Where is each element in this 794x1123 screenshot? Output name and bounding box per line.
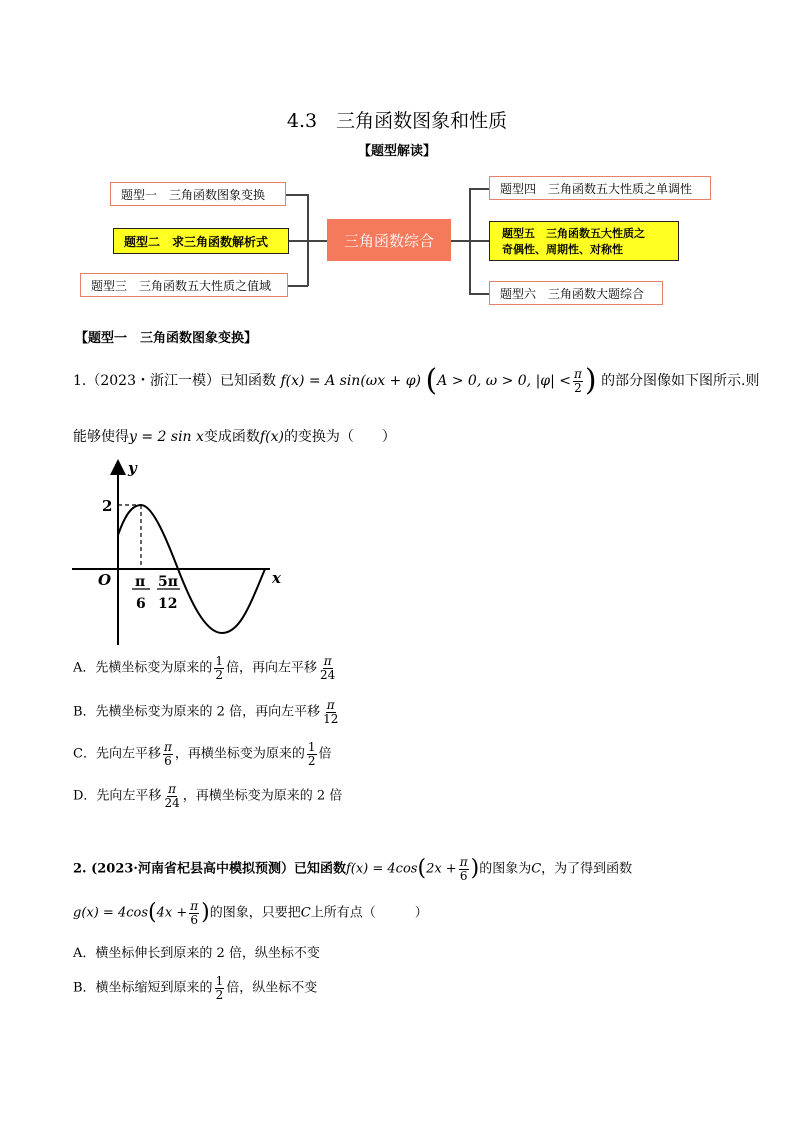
q2-C: C — [531, 861, 542, 877]
q1-paren-close: ) — [584, 363, 597, 398]
connector — [469, 293, 489, 295]
option-c-end: 倍 — [318, 746, 332, 762]
q1-line2a: 能够使得 — [73, 429, 129, 445]
y-axis-label: y — [128, 459, 137, 477]
mindmap-left-item-1: 题型一 三角函数图象变换 — [110, 182, 286, 206]
q2-paren-close: ) — [470, 856, 480, 882]
page-title: 4.3 三角函数图象和性质 — [286, 110, 508, 132]
q1-function: f(x) = A sin(ωx + φ) — [280, 373, 421, 389]
q2-option-b — [73, 975, 317, 1001]
connector — [286, 194, 308, 196]
q2-frac1 — [459, 856, 469, 882]
q2-prefix: 2. (2023·河南省杞县高中模拟预测）已知函数 — [73, 861, 346, 877]
option-d-end: ，再横坐标变为原来的 2 倍 — [182, 788, 343, 804]
q1-line2e: 的变换为（ ） — [283, 429, 396, 445]
option-c-mid: ，再横坐标变为原来的 — [174, 746, 305, 762]
option-a-frac2 — [319, 655, 336, 681]
q1-suffix: 的部分图像如下图所示.则 — [601, 373, 760, 389]
q1-option-a — [73, 655, 338, 681]
frac-den: 6 — [164, 753, 172, 768]
q1-option-c — [73, 741, 332, 767]
connector — [469, 188, 489, 190]
tick2-num: 5π — [158, 574, 178, 590]
q2-g: g(x) = 4cos — [73, 905, 149, 921]
tick1-num: π — [135, 574, 146, 590]
option-b-frac — [322, 699, 339, 725]
q1-graph — [70, 455, 295, 650]
q2-option-b-frac — [215, 975, 225, 1001]
frac-num: 1 — [307, 740, 316, 754]
option-c-frac1 — [163, 741, 173, 767]
question-2-line2 — [73, 900, 428, 926]
q2-option-a: A．横坐标伸长到原来的 2 倍，纵坐标不变 — [73, 946, 320, 961]
connector — [307, 194, 309, 286]
frac-den: 24 — [320, 667, 336, 682]
connector — [469, 240, 489, 242]
q1-option-b — [73, 699, 341, 725]
x-axis-label: x — [272, 569, 281, 587]
connector — [288, 285, 308, 287]
option-a-text: A．先横坐标变为原来的 — [73, 660, 213, 676]
mindmap-center: 三角函数综合 — [327, 219, 451, 261]
q2-arg2: 4x + — [156, 905, 188, 921]
tick2-den: 12 — [158, 596, 178, 612]
frac-den: 2 — [215, 667, 224, 682]
q2-paren2-close: ) — [201, 900, 210, 926]
option-b-text: B．先横坐标变为原来的 2 倍，再向左平移 — [73, 704, 321, 720]
option-d-text: D．先向左平移 — [73, 788, 162, 804]
mindmap-right-item-5-line1: 题型五 三角函数五大性质之 — [502, 227, 645, 240]
frac-den: 24 — [164, 795, 180, 810]
option-d-frac — [163, 783, 180, 809]
frac-num: π — [163, 740, 172, 754]
q1-pi-over-2 — [573, 368, 583, 394]
q2-option-b-end: 倍，纵坐标不变 — [226, 980, 318, 996]
q2-line2end: 的图象，只要把 — [209, 905, 301, 921]
option-a-mid: 倍，再向左平移 — [226, 660, 318, 676]
q1-paren-open: ( — [425, 363, 438, 398]
mindmap-right-item-6: 题型六 三角函数大题综合 — [489, 281, 663, 305]
q2-arg1: 2x + — [426, 861, 457, 877]
frac-num: π — [459, 855, 468, 869]
mindmap-left-item-2: 题型二 求三角函数解析式 — [113, 228, 289, 254]
frac-num: π — [168, 782, 177, 796]
question-1-line1 — [73, 363, 760, 398]
q1-option-d — [73, 783, 342, 809]
q1-pi: π — [574, 366, 582, 381]
q2-paren2-open: ( — [148, 900, 157, 926]
question-2-line1 — [73, 856, 632, 882]
q2-option-b-text: B．横坐标缩短到原来的 — [73, 980, 213, 996]
frac-num: π — [190, 899, 199, 913]
frac-den: 12 — [323, 711, 339, 726]
frac-den: 6 — [459, 868, 468, 883]
option-a-frac1 — [214, 655, 224, 681]
tick1-den: 6 — [136, 596, 146, 612]
section-heading: 【题型一 三角函数图象变换】 — [75, 331, 258, 346]
frac-den: 2 — [215, 987, 224, 1002]
option-c-text: C．先向左平移 — [73, 746, 161, 762]
q1-prefix: 1.（2023・浙江一模）已知函数 — [73, 373, 276, 389]
option-c-frac2 — [307, 741, 317, 767]
max-label: 2 — [102, 497, 113, 515]
q1-two: 2 — [574, 380, 582, 395]
origin-label: O — [98, 571, 112, 589]
frac-num: 1 — [215, 974, 224, 988]
frac-den: 2 — [307, 753, 316, 768]
q2-frac2 — [189, 900, 199, 926]
q2-mid: 的图象为 — [479, 861, 532, 877]
frac-num: π — [323, 654, 332, 668]
q2-after: ，为了得到函数 — [541, 861, 633, 877]
q1-line2b: y = 2 sin x — [129, 429, 204, 445]
mindmap-right-item-5 — [489, 221, 679, 261]
frac-num: 1 — [215, 654, 224, 668]
connector — [451, 240, 470, 242]
mindmap-left-item-3: 题型三 三角函数五大性质之值域 — [80, 273, 288, 297]
frac-num: π — [326, 698, 335, 712]
q2-C2: C — [300, 905, 311, 921]
q1-line2d: f(x) — [259, 429, 284, 445]
mindmap-right-item-5-line2: 奇偶性、周期性、对称性 — [502, 243, 623, 256]
q2-line2end2: 上所有点（ ） — [310, 905, 428, 921]
frac-den: 6 — [190, 912, 199, 927]
question-1-line2 — [73, 426, 396, 446]
q2-f: f(x) = 4cos — [345, 861, 418, 877]
q2-paren-open: ( — [417, 856, 427, 882]
section-subtitle: 【题型解读】 — [357, 144, 436, 159]
mindmap-right-item-4: 题型四 三角函数五大性质之单调性 — [489, 176, 711, 200]
q1-line2c: 变成函数 — [203, 429, 260, 445]
q1-condition: A > 0, ω > 0, |φ| < — [437, 373, 571, 389]
